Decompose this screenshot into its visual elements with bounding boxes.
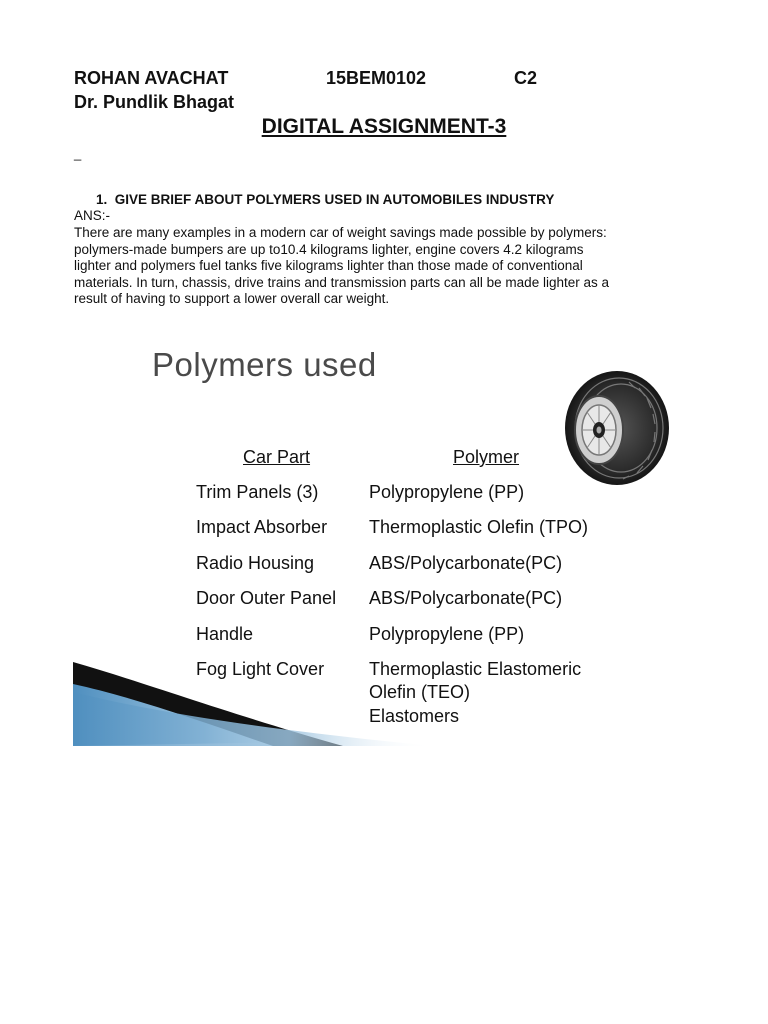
polymer-cell: ABS/Polycarbonate(PC): [369, 588, 563, 608]
car-part-cell: Impact Absorber: [196, 517, 328, 537]
slot: C2: [514, 68, 538, 88]
question-text: GIVE BRIEF ABOUT POLYMERS USED IN AUTOMOBILES INDUSTRY: [114, 192, 555, 207]
slide-image: [73, 332, 695, 746]
polymer-cell: ABS/Polycarbonate(PC): [369, 553, 563, 573]
answer-line: result of having to support a lower overall car weight.: [74, 291, 390, 306]
slide-title: Polymers used: [152, 346, 377, 383]
question-number: 1.: [96, 192, 108, 207]
answer-line: lighter and polymers fuel tanks five kilograms lighter than those made of conventional: [74, 258, 583, 273]
car-part-cell: Door Outer Panel: [196, 588, 337, 608]
document-title: DIGITAL ASSIGNMENT-3: [261, 115, 507, 138]
polymer-cell: Thermoplastic Olefin (TPO): [369, 517, 589, 537]
polymer-cell: Polypropylene (PP): [369, 482, 525, 502]
answer-line: There are many examples in a modern car of weight savings made possible by polymers:: [74, 225, 607, 240]
polymer-cell: Elastomers: [369, 706, 460, 726]
faculty-name: Dr. Pundlik Bhagat: [74, 92, 235, 112]
answer-line: materials. In turn, chassis, drive trains and transmission parts can all be made lighter as a: [74, 274, 609, 290]
polymer-cell: Polypropylene (PP): [369, 624, 525, 644]
tire-image: [559, 368, 671, 486]
car-part-cell: Radio Housing: [196, 553, 315, 573]
column-header-polymer: Polymer: [453, 447, 520, 467]
polymer-cell: Thermoplastic Elastomeric: [369, 659, 582, 679]
car-part-cell: Trim Panels (3): [196, 482, 319, 502]
car-part-cell: Fog Light Cover: [196, 659, 325, 679]
student-name: ROHAN AVACHAT: [74, 68, 229, 88]
registration-number: 15BEM0102: [326, 68, 427, 88]
question: [96, 192, 554, 207]
answer-label: ANS:-: [74, 208, 111, 223]
decorative-swoosh: [73, 662, 695, 746]
answer-paragraph: [74, 225, 694, 308]
answer-line: polymers-made bumpers are up to10.4 kilograms lighter, engine covers 4.2 kilograms: [74, 241, 584, 257]
column-header-car-part: Car Part: [243, 447, 311, 467]
polymer-cell: Olefin (TEO): [369, 682, 471, 702]
car-part-cell: Handle: [196, 624, 254, 644]
stray-mark: _: [74, 146, 82, 161]
